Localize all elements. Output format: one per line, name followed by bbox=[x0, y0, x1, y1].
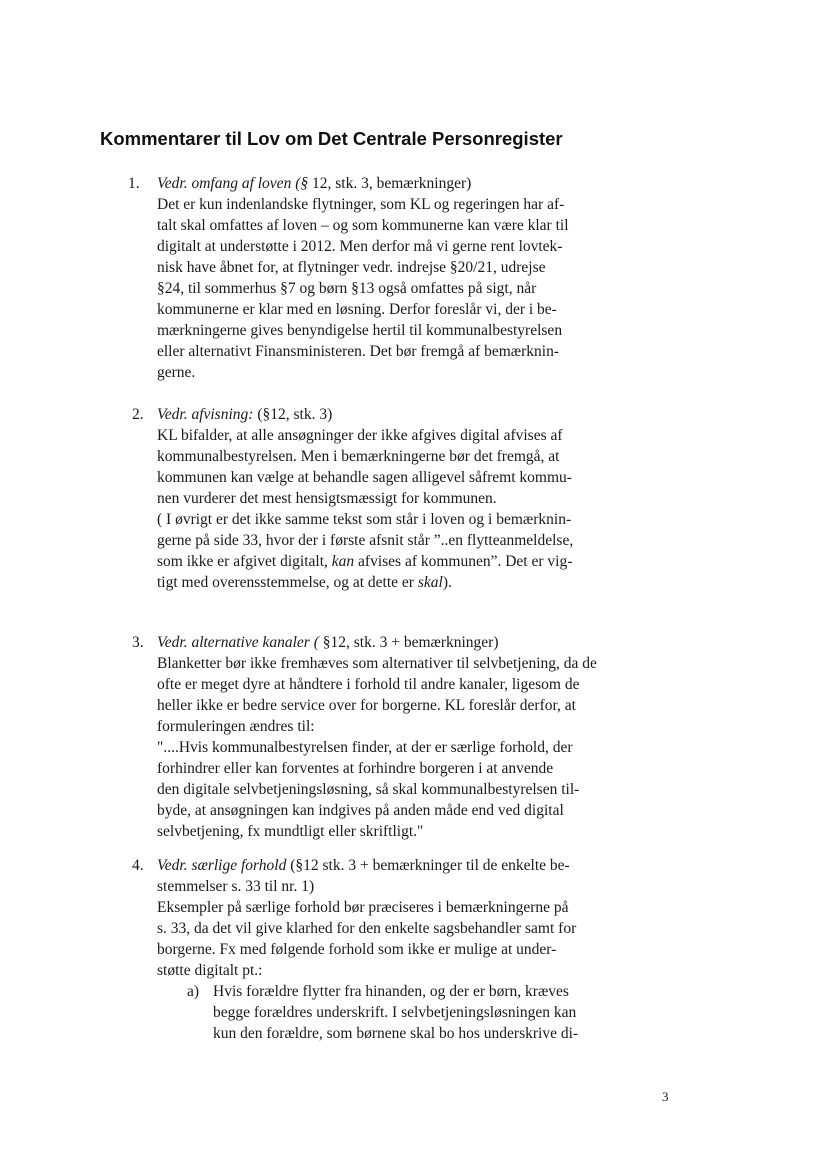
text-line bbox=[157, 876, 576, 897]
text-line bbox=[157, 897, 576, 918]
subitem-paragraph-a bbox=[213, 981, 578, 1044]
item-paragraph-1 bbox=[157, 173, 569, 383]
text-run: gerne på side 33, hvor der i første afsnit står ”..en flytteanmeldelse, bbox=[157, 532, 574, 549]
text-line bbox=[157, 855, 576, 876]
text-run: eller alternativt Finansministeren. Det bør fremgå af bemærknin- bbox=[157, 343, 560, 360]
text-run: forhindrer eller kan forventes at forhindre borgeren i at anvende bbox=[157, 760, 554, 777]
text-run: ofte er meget dyre at håndtere i forhold til andre kanaler, ligesom de bbox=[157, 676, 580, 693]
text-line bbox=[157, 939, 576, 960]
text-run: stemmelser s. 33 til nr. 1) bbox=[157, 878, 315, 895]
text-run: som ikke er afgivet digitalt, bbox=[157, 553, 332, 570]
page-title: Kommentarer til Lov om Det Centrale Personregister bbox=[100, 128, 563, 149]
text-line bbox=[157, 530, 573, 551]
text-line bbox=[157, 758, 597, 779]
text-run: selvbetjening, fx mundtligt eller skriftligt." bbox=[157, 823, 424, 840]
text-run: §24, til sommerhus §7 og børn §13 også omfattes på sigt, når bbox=[157, 280, 537, 297]
text-line bbox=[157, 800, 597, 821]
text-line bbox=[157, 236, 569, 257]
italic-text: Vedr. afvisning: bbox=[157, 406, 258, 423]
text-run: (§12, stk. 3) bbox=[257, 406, 333, 423]
text-line bbox=[157, 278, 569, 299]
item-paragraph-4 bbox=[157, 855, 576, 981]
item-paragraph-2 bbox=[157, 404, 573, 593]
text-run: "....Hvis kommunalbestyrelsen finder, at der er særlige forhold, der bbox=[157, 739, 573, 756]
text-run: kommunalbestyrelsen. Men i bemærkningerne bør det fremgå, at bbox=[157, 448, 560, 465]
page-number: 3 bbox=[662, 1089, 669, 1104]
text-run: 12, stk. 3, bemærkninger) bbox=[311, 175, 472, 192]
text-line bbox=[157, 509, 573, 530]
text-run: tigt med overensstemmelse, og at dette er bbox=[157, 574, 418, 591]
text-run: heller ikke er bedre service over for borgerne. KL foreslår derfor, at bbox=[157, 697, 576, 714]
item-number-1: 1. bbox=[128, 175, 140, 192]
text-line bbox=[157, 551, 573, 572]
text-run: Blanketter bør ikke fremhæves som alternativer til selvbetjening, da de bbox=[157, 655, 597, 672]
italic-text: kan bbox=[331, 553, 355, 570]
italic-text: Vedr. alternative kanaler ( bbox=[157, 634, 323, 651]
text-line bbox=[157, 779, 597, 800]
text-run: formuleringen ændres til: bbox=[157, 718, 315, 735]
text-run: talt skal omfattes af loven – og som kommunerne kan være klar til bbox=[157, 217, 569, 234]
text-line bbox=[157, 404, 573, 425]
text-run: begge forældres underskrift. I selvbetjeningsløsningen kan bbox=[213, 1004, 577, 1021]
italic-text: skal bbox=[417, 574, 443, 591]
text-run: Eksempler på særlige forhold bør præciseres i bemærkningerne på bbox=[157, 899, 569, 916]
text-line bbox=[157, 572, 573, 593]
text-line bbox=[157, 257, 569, 278]
text-line bbox=[157, 918, 576, 939]
text-run: mærkningerne gives benyndigelse hertil til kommunalbestyrelsen bbox=[157, 322, 563, 339]
text-run: ( I øvrigt er det ikke samme tekst som står i loven og i bemærknin- bbox=[157, 511, 572, 528]
text-run: den digitale selvbetjeningsløsning, så skal kommunalbestyrelsen til- bbox=[157, 781, 580, 798]
text-line bbox=[157, 215, 569, 236]
text-run: KL bifalder, at alle ansøgninger der ikke afgives digital afvises af bbox=[157, 427, 563, 444]
text-line bbox=[157, 425, 573, 446]
text-run: støtte digitalt pt.: bbox=[157, 962, 263, 979]
text-run: kommunen kan vælge at behandle sagen alligevel såfremt kommu- bbox=[157, 469, 572, 486]
text-run: §12, stk. 3 + bemærkninger) bbox=[322, 634, 499, 651]
text-line bbox=[157, 632, 597, 653]
text-run: nisk have åbnet for, at flytninger vedr. indrejse §20/21, udrejse bbox=[157, 259, 546, 276]
text-run: kun den forældre, som børnene skal bo hos underskrive di- bbox=[213, 1025, 579, 1042]
text-line bbox=[157, 653, 597, 674]
text-line bbox=[157, 446, 573, 467]
text-run: byde, at ansøgningen kan indgives på anden måde end ved digital bbox=[157, 802, 564, 819]
text-run: ). bbox=[442, 574, 452, 591]
text-run: Det er kun indenlandske flytninger, som KL og regeringen har af- bbox=[157, 196, 565, 213]
italic-text: Vedr. særlige forhold bbox=[157, 857, 291, 874]
item-number-4: 4. bbox=[132, 857, 144, 874]
subitem-label-a: a) bbox=[187, 983, 200, 1000]
text-line bbox=[157, 960, 576, 981]
text-run: gerne. bbox=[157, 364, 196, 381]
item-number-2: 2. bbox=[132, 406, 144, 423]
text-line bbox=[157, 362, 569, 383]
text-run: (§12 stk. 3 + bemærkninger til de enkelte be- bbox=[290, 857, 570, 874]
text-run: nen vurderer det mest hensigtsmæssigt for kommunen. bbox=[157, 490, 497, 507]
text-line bbox=[157, 299, 569, 320]
text-line bbox=[157, 716, 597, 737]
text-run: Hvis forældre flytter fra hinanden, og der er børn, kræves bbox=[213, 983, 569, 1000]
text-line bbox=[157, 737, 597, 758]
text-line bbox=[157, 194, 569, 215]
text-run: borgerne. Fx med følgende forhold som ikke er mulige at under- bbox=[157, 941, 557, 958]
text-line bbox=[157, 674, 597, 695]
text-line bbox=[157, 467, 573, 488]
italic-text: Vedr. omfang af loven (§ bbox=[157, 175, 312, 192]
text-line bbox=[157, 695, 597, 716]
text-run: kommunerne er klar med en løsning. Derfor foreslår vi, der i be- bbox=[157, 301, 557, 318]
text-run: s. 33, da det vil give klarhed for den enkelte sagsbehandler samt for bbox=[157, 920, 577, 937]
text-line bbox=[157, 341, 569, 362]
text-line bbox=[157, 821, 597, 842]
text-line bbox=[213, 1002, 578, 1023]
text-line bbox=[213, 981, 578, 1002]
text-line bbox=[157, 488, 573, 509]
text-line bbox=[213, 1023, 578, 1044]
text-line bbox=[157, 320, 569, 341]
item-paragraph-3 bbox=[157, 632, 597, 842]
text-run: digitalt at understøtte i 2012. Men derfor må vi gerne rent lovtek- bbox=[157, 238, 563, 255]
text-line bbox=[157, 173, 569, 194]
item-number-3: 3. bbox=[132, 634, 144, 651]
text-run: afvises af kommunen”. Det er vig- bbox=[354, 553, 573, 570]
